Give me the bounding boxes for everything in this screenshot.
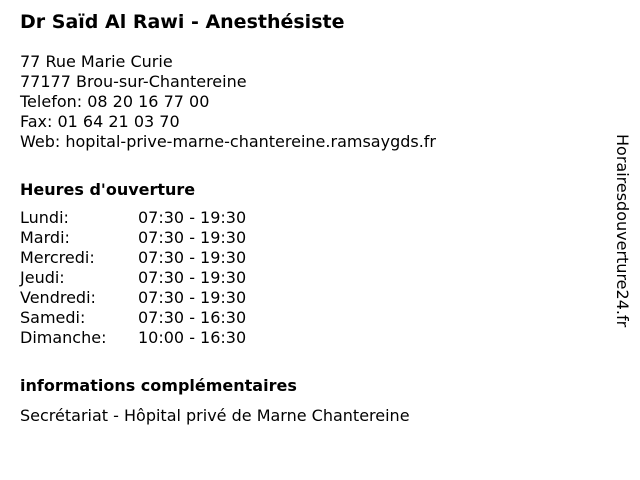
hours-row xyxy=(20,228,600,248)
hours-row xyxy=(20,208,600,228)
info-text: Secrétariat - Hôpital privé de Marne Chantereine xyxy=(20,406,410,425)
main-content xyxy=(20,10,600,426)
page-title: Dr Saïd Al Rawi - Anesthésiste xyxy=(20,11,345,33)
hours-time: 07:30 - 19:30 xyxy=(138,248,247,267)
fax-number: Fax: 01 64 21 03 70 xyxy=(20,112,180,131)
brand-watermark[interactable] xyxy=(612,134,634,374)
hours-day: Vendredi: xyxy=(20,288,96,307)
hours-time: 07:30 - 16:30 xyxy=(138,308,247,327)
hours-day: Lundi: xyxy=(20,208,69,227)
hours-row xyxy=(20,268,600,288)
hours-time: 07:30 - 19:30 xyxy=(138,208,247,227)
address-block xyxy=(20,52,600,152)
hours-row xyxy=(20,328,600,348)
hours-day: Mercredi: xyxy=(20,248,95,267)
address-city: 77177 Brou-sur-Chantereine xyxy=(20,72,247,91)
hours-time: 07:30 - 19:30 xyxy=(138,288,247,307)
brand-text: Horairesdouverture24.fr xyxy=(613,134,632,328)
info-heading: informations complémentaires xyxy=(20,376,297,395)
hours-time: 07:30 - 19:30 xyxy=(138,268,247,287)
hours-row xyxy=(20,308,600,328)
hours-heading: Heures d'ouverture xyxy=(20,180,196,199)
website-link[interactable]: Web: hopital-prive-marne-chantereine.ramsaygds.fr xyxy=(20,132,437,151)
hours-row xyxy=(20,288,600,308)
hours-row xyxy=(20,248,600,268)
address-street: 77 Rue Marie Curie xyxy=(20,52,173,71)
hours-day: Dimanche: xyxy=(20,328,107,347)
hours-day: Mardi: xyxy=(20,228,70,247)
hours-table xyxy=(20,208,600,348)
phone-number: Telefon: 08 20 16 77 00 xyxy=(20,92,210,111)
hours-time: 07:30 - 19:30 xyxy=(138,228,247,247)
hours-day: Jeudi: xyxy=(20,268,65,287)
hours-day: Samedi: xyxy=(20,308,86,327)
hours-time: 10:00 - 16:30 xyxy=(138,328,247,347)
